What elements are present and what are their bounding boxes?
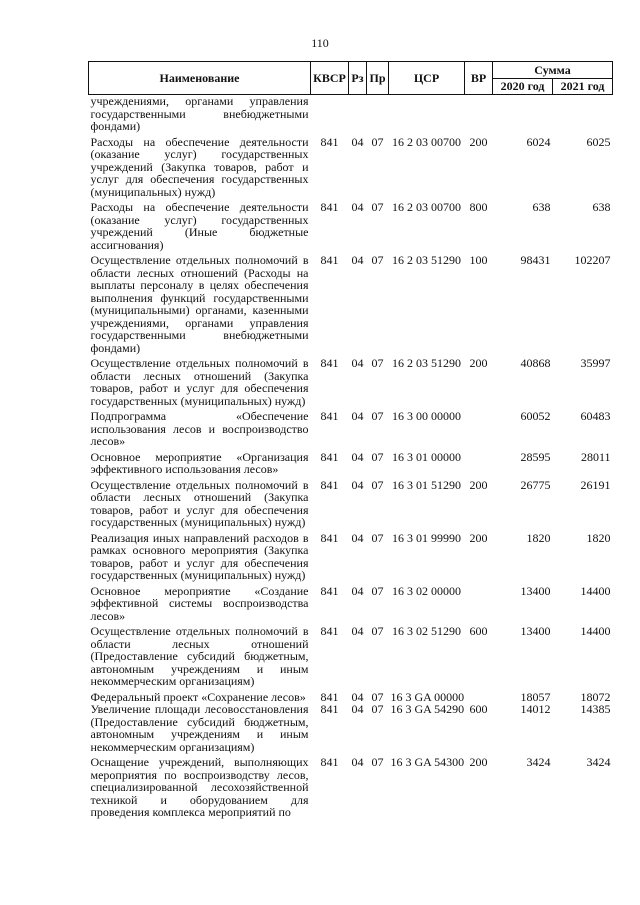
row-kvsr: 841	[320, 755, 339, 769]
table-row	[89, 703, 613, 753]
table-row	[89, 95, 613, 133]
row-name: Осуществление отдельных полномочий в области лесных отношений (Предоставление субсидий бюджетным, автономным учреждениям и иным некоммерческим организациям)	[90, 624, 309, 688]
row-rz	[349, 95, 367, 133]
row-csr	[389, 95, 465, 133]
row-pr: 07	[371, 200, 384, 214]
page-number: 110	[311, 36, 329, 50]
row-csr: 16 3 01 51290	[392, 477, 461, 492]
row-vr: 200	[469, 530, 488, 545]
row-rz: 04	[351, 702, 364, 716]
budget-table	[88, 61, 613, 819]
header-year-2021: 2021 год	[553, 79, 613, 95]
row-name: Реализация иных направлений расходов в рамках основного мероприятия (Закупка товаров, работ и услуг для обеспечения государственных (муниципальных) нужд)	[90, 530, 309, 582]
row-amount-2020: 98431	[520, 253, 551, 267]
row-rz: 04	[351, 253, 364, 267]
row-csr: 16 3 02 00000	[392, 583, 461, 598]
row-csr: 16 3 01 00000	[392, 449, 461, 464]
row-name: Федеральный проект «Сохранение лесов»	[90, 689, 306, 704]
row-amount-2020: 1820	[526, 530, 551, 545]
row-amount-2020: 18057	[520, 689, 551, 704]
row-vr: 800	[469, 200, 488, 214]
row-amount-2020: 3424	[526, 755, 551, 769]
row-amount-2021: 28011	[580, 449, 611, 464]
row-kvsr: 841	[320, 356, 339, 370]
row-amount-2020: 638	[532, 200, 551, 214]
header-vr: ВР	[465, 62, 493, 95]
table-row	[89, 476, 613, 529]
row-vr: 200	[469, 134, 488, 149]
row-name: Основное мероприятие «Организация эффективного использования лесов»	[90, 449, 309, 476]
row-kvsr	[311, 95, 349, 133]
table-row	[89, 688, 613, 704]
row-vr	[465, 407, 493, 448]
row-kvsr: 841	[320, 689, 339, 704]
row-pr: 07	[371, 356, 384, 370]
table-row	[89, 354, 613, 407]
row-amount-2021: 102207	[574, 253, 611, 267]
row-name: Осуществление отдельных полномочий в области лесных отношений (Расходы на выплаты персоналу в целях обеспечения выполнения функций государственными (муниципальными) органами, казенными учреждениями, органами управления государственными внебюджетными фондами)	[90, 253, 309, 355]
row-vr: 600	[469, 624, 488, 638]
row-kvsr: 841	[320, 624, 339, 638]
row-kvsr: 841	[320, 530, 339, 545]
row-vr	[465, 688, 493, 704]
row-kvsr: 841	[320, 409, 339, 423]
row-kvsr: 841	[320, 253, 339, 267]
row-pr: 07	[371, 477, 384, 492]
row-kvsr: 841	[320, 583, 339, 598]
row-amount-2021: 1820	[586, 530, 611, 545]
row-kvsr: 841	[320, 449, 339, 464]
row-rz: 04	[351, 449, 364, 464]
row-csr: 16 2 03 00700	[392, 200, 461, 214]
row-amount-2020: 40868	[520, 356, 551, 370]
row-name: Расходы на обеспечение деятельности (оказание услуг) государственных учреждений (Закупка товаров, работ и услуг для обеспечения государственных (муниципальных) нужд)	[90, 134, 309, 199]
row-pr: 07	[371, 134, 384, 149]
row-vr	[465, 582, 493, 623]
row-amount-2020: 14012	[520, 702, 551, 716]
row-name: Увеличение площади лесовосстановления (Предоставление субсидий бюджетным, автономным учреждениям и иным некоммерческим организациям)	[90, 702, 309, 754]
row-vr: 200	[469, 755, 488, 769]
row-pr: 07	[371, 583, 384, 598]
row-name: Подпрограмма «Обеспечение использования лесов и воспроизводство лесов»	[90, 409, 309, 448]
row-vr: 600	[469, 702, 488, 716]
row-amount-2021	[553, 95, 613, 133]
row-rz: 04	[351, 755, 364, 769]
row-amount-2020: 28595	[520, 449, 551, 464]
row-amount-2021: 14400	[580, 583, 611, 598]
row-kvsr: 841	[320, 477, 339, 492]
row-kvsr: 841	[320, 702, 339, 716]
row-amount-2021: 6025	[586, 134, 611, 149]
header-year-2020: 2020 год	[493, 79, 553, 95]
row-csr: 16 3 02 51290	[392, 624, 461, 638]
row-csr: 16 3 00 00000	[392, 409, 461, 423]
table-row	[89, 529, 613, 582]
row-csr: 16 3 GA 00000	[390, 689, 465, 704]
row-name: Осуществление отдельных полномочий в области лесных отношений (Закупка товаров, работ и услуг для обеспечения государственных (муниципальных) нужд)	[90, 356, 309, 408]
row-rz: 04	[351, 356, 364, 370]
row-name: Расходы на обеспечение деятельности (оказание услуг) государственных учреждений (Иные бюджетные ассигнования)	[90, 200, 309, 252]
row-rz: 04	[351, 583, 364, 598]
row-amount-2021: 14400	[580, 624, 611, 638]
row-name: Основное мероприятие «Создание эффективной системы воспроизводства лесов»	[90, 583, 309, 623]
row-pr: 07	[371, 409, 384, 423]
row-csr: 16 3 GA 54300	[390, 755, 465, 769]
table-row	[89, 753, 613, 819]
row-rz: 04	[351, 530, 364, 545]
row-amount-2020: 13400	[520, 624, 551, 638]
row-vr: 200	[469, 477, 488, 492]
row-amount-2020: 6024	[526, 134, 551, 149]
row-pr: 07	[371, 624, 384, 638]
row-name: Осуществление отдельных полномочий в области лесных отношений (Закупка товаров, работ и услуг для обеспечения государственных (муниципальных) нужд)	[90, 477, 309, 529]
row-amount-2020: 60052	[520, 409, 551, 423]
row-amount-2021: 638	[592, 200, 611, 214]
row-vr: 200	[469, 356, 488, 370]
row-rz: 04	[351, 477, 364, 492]
row-pr: 07	[371, 253, 384, 267]
table-row	[89, 582, 613, 623]
header-sum: Сумма	[493, 62, 613, 79]
row-csr: 16 2 03 51290	[392, 253, 461, 267]
row-vr: 100	[469, 253, 488, 267]
table-row	[89, 251, 613, 354]
row-rz: 04	[351, 689, 364, 704]
row-pr: 07	[371, 689, 384, 704]
row-csr: 16 3 01 99990	[392, 530, 461, 545]
table-body	[89, 95, 613, 819]
row-csr: 16 2 03 00700	[392, 134, 461, 149]
row-csr: 16 3 GA 54290	[390, 702, 465, 716]
row-amount-2021: 26191	[580, 477, 611, 492]
row-pr: 07	[371, 755, 384, 769]
row-amount-2021: 18072	[580, 689, 611, 704]
row-pr: 07	[371, 702, 384, 716]
table-row	[89, 198, 613, 251]
row-csr: 16 2 03 51290	[392, 356, 461, 370]
row-vr	[465, 95, 493, 133]
header-csr: ЦСР	[389, 62, 465, 95]
row-name: учреждениями, органами управления государственными внебюджетными фондами)	[90, 94, 309, 133]
row-amount-2020	[493, 95, 553, 133]
row-amount-2020: 13400	[520, 583, 551, 598]
row-rz: 04	[351, 409, 364, 423]
header-pr: Пр	[367, 62, 389, 95]
header-name: Наименование	[89, 62, 311, 95]
row-amount-2021: 35997	[580, 356, 611, 370]
row-kvsr: 841	[320, 134, 339, 149]
row-pr: 07	[371, 530, 384, 545]
row-rz: 04	[351, 624, 364, 638]
table-row	[89, 407, 613, 448]
table-row	[89, 133, 613, 199]
row-vr	[465, 448, 493, 476]
table-row	[89, 622, 613, 688]
row-amount-2020: 26775	[520, 477, 551, 492]
row-pr	[367, 95, 389, 133]
header-rz: Рз	[349, 62, 367, 95]
row-rz: 04	[351, 200, 364, 214]
row-kvsr: 841	[320, 200, 339, 214]
row-pr: 07	[371, 449, 384, 464]
header-kvsr: КВСР	[311, 62, 349, 95]
row-amount-2021: 3424	[586, 755, 611, 769]
row-rz: 04	[351, 134, 364, 149]
row-amount-2021: 60483	[580, 409, 611, 423]
table-row	[89, 448, 613, 476]
row-amount-2021: 14385	[580, 702, 611, 716]
row-name: Оснащение учреждений, выполняющих мероприятия по воспроизводству лесов, специализированной лесохозяйственной техникой и оборудованием для проведения комплекса мероприятий по	[90, 755, 309, 819]
table-header	[89, 62, 613, 95]
